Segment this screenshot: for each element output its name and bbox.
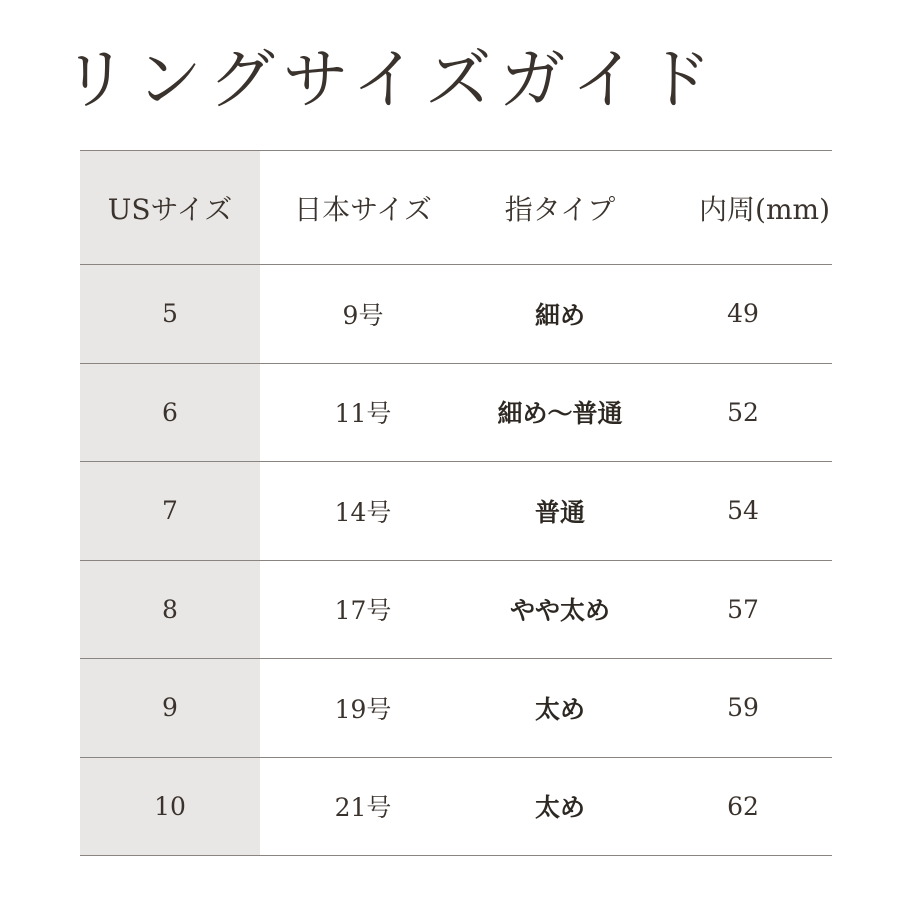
header-row: [80, 151, 832, 265]
cell-japan-size: 21号: [260, 757, 466, 856]
cell-us-size: 9: [80, 659, 260, 758]
table-row: [80, 659, 832, 758]
cell-inner-circumference: 62: [654, 757, 832, 856]
header-japan-size: 日本サイズ: [260, 151, 466, 265]
cell-us-size: 5: [80, 265, 260, 364]
cell-inner-circumference: 57: [654, 560, 832, 659]
cell-inner-circumference: 52: [654, 363, 832, 462]
header-inner-circumference: 内周(mm): [654, 151, 832, 265]
cell-finger-type: 太め: [466, 757, 654, 856]
header-finger-type: 指タイプ: [466, 151, 654, 265]
cell-us-size: 7: [80, 462, 260, 561]
cell-inner-circumference: 59: [654, 659, 832, 758]
table-body: [80, 265, 832, 856]
cell-finger-type: 太め: [466, 659, 654, 758]
page-title: リングサイズガイド: [62, 41, 720, 118]
cell-us-size: 8: [80, 560, 260, 659]
cell-us-size: 10: [80, 757, 260, 856]
cell-finger-type: やや太め: [466, 560, 654, 659]
table-row: [80, 265, 832, 364]
ring-size-table: [80, 150, 832, 856]
cell-japan-size: 9号: [260, 265, 466, 364]
cell-japan-size: 11号: [260, 363, 466, 462]
table-row: [80, 757, 832, 856]
cell-finger-type: 細め〜普通: [466, 363, 654, 462]
table-header: [80, 151, 832, 265]
table-row: [80, 363, 832, 462]
cell-japan-size: 19号: [260, 659, 466, 758]
header-us-size: USサイズ: [80, 151, 260, 265]
cell-inner-circumference: 54: [654, 462, 832, 561]
cell-us-size: 6: [80, 363, 260, 462]
cell-inner-circumference: 49: [654, 265, 832, 364]
cell-japan-size: 17号: [260, 560, 466, 659]
cell-finger-type: 細め: [466, 265, 654, 364]
table-row: [80, 462, 832, 561]
table-row: [80, 560, 832, 659]
cell-japan-size: 14号: [260, 462, 466, 561]
cell-finger-type: 普通: [466, 462, 654, 561]
